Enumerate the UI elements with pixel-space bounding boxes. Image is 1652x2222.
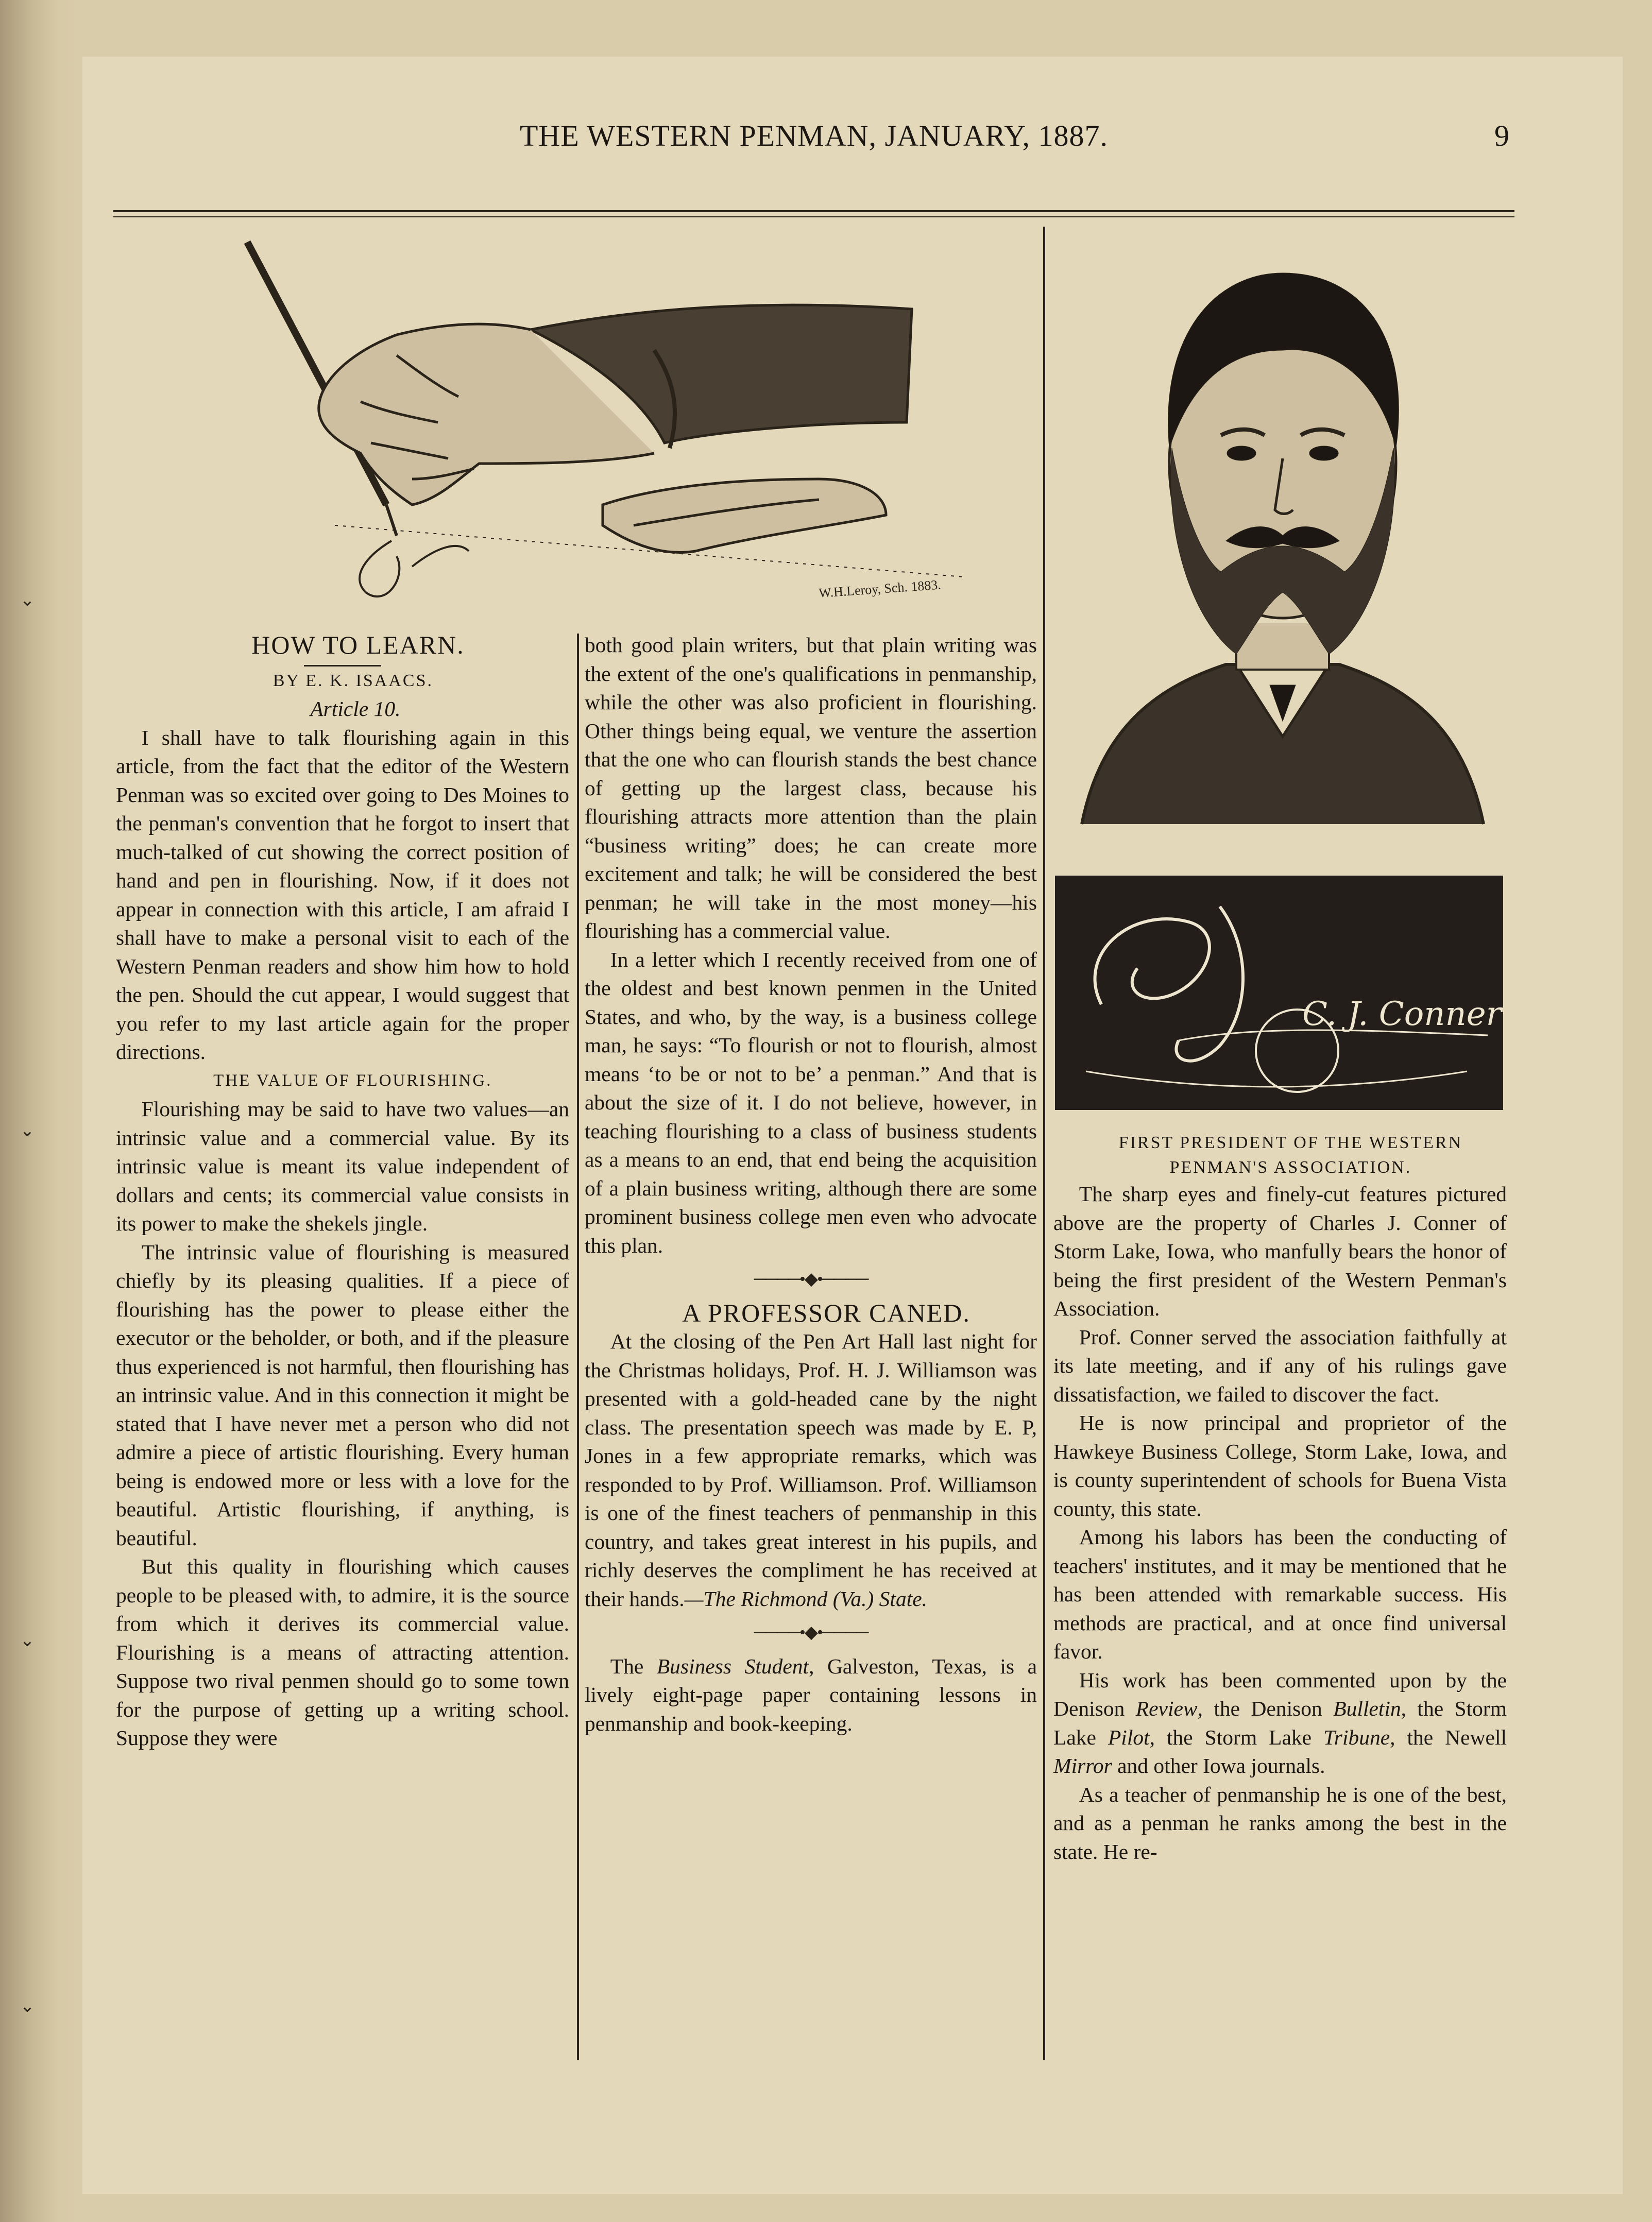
section-ornament: ────•◆•──── [754, 1623, 868, 1642]
paragraph: The sharp eyes and finely-cut features pictured above are the property of Charles J. Conner of Storm Lake, Iowa, who manfully bears the honor of being the first president of the Western Penman's Association. [1053, 1182, 1507, 1320]
publication-title: Review [1135, 1697, 1198, 1720]
paragraph-text: , Galveston, Texas, is a lively eight-page paper containing lessons in penmanship and book-keeping. [585, 1654, 1037, 1735]
portrait-caption: FIRST PRESIDENT OF THE WESTERN [1118, 1133, 1463, 1152]
stitch-mark: ⌄ [20, 590, 35, 610]
paragraph: But this quality in flourishing which causes people to be pleased with, to admire, it is the source from which it derives its commercial value. Flourishing is a means of attracting attention. Suppose two rival penmen should go to some town for the purpose of getting up a writing school. Suppose they were [116, 1554, 569, 1750]
page-header [118, 118, 1509, 170]
paragraph-text: The [610, 1654, 644, 1678]
source-credit: —The Richmond (Va.) State. [684, 1586, 928, 1611]
signature-plate [1055, 876, 1503, 1110]
signature-text: C. J. Conner [1302, 995, 1502, 1033]
portrait-caption: PENMAN'S ASSOCIATION. [1169, 1158, 1412, 1177]
publication-title: Tribune [1323, 1725, 1390, 1749]
publication-title: Pilot [1108, 1725, 1150, 1749]
paragraph: Flourishing may be said to have two values—an intrinsic value and a commercial value. By its intrinsic value is meant its value independent of dollars and cents; its commercial value consists in its power to make the shekels jingle. [116, 1097, 569, 1235]
paragraph: As a teacher of penmanship he is one of the best, and as a penman he ranks among the best in the state. He re- [1053, 1782, 1507, 1864]
article-title: HOW TO LEARN. [251, 630, 465, 659]
column-2 [585, 631, 1037, 1738]
paragraph-text: , the Storm Lake [1053, 1697, 1507, 1749]
page-number: 9 [1494, 119, 1509, 152]
paragraph: Among his labors has been the conducting of teachers' institutes, and it may be mentioned that he has been attended with remarkable success. His methods are practical, and at once find universal favor. [1053, 1525, 1507, 1663]
stitch-mark: ⌄ [20, 1996, 35, 2016]
publication-title: Mirror [1053, 1754, 1112, 1777]
column-rule [577, 634, 579, 2060]
hand-holding-pen-engraving [242, 237, 1035, 628]
column-rule [1043, 227, 1045, 2060]
paragraph: both good plain writers, but that plain writing was the extent of the one's qualifications in penmanship, while the other was also proficient in flourishing. Other things being equal, we venture the assertion that the one who can flourish stands the best chance of getting up the largest class, because his flourishing attracts more attention than the plain “business writing” does; he can create more excitement and talk; he will be considered the best penman; he will take in the most money—his flourishing has a commercial value. [585, 633, 1037, 943]
engraver-mark: W.H.Leroy, Sch. 1883. [818, 577, 942, 601]
paragraph: The intrinsic value of flourishing is measured chiefly by its pleasing qualities. If a piece of flourishing has the power to please either the executor or the beholder, or both, and if the pleasure thus experienced is not harmful, then flourishing has an intrinsic value. And in this connection it might be stated that I have never met a person who did not admire a piece of artistic flourishing. Every human being is endowed more or less with a love for the beautiful. Artistic flourishing, if anything, is beautiful. [116, 1240, 569, 1550]
paragraph: Prof. Conner served the association faithfully at its late meeting, and if any of his rulings gave dissatisfaction, we failed to discover the fact. [1053, 1325, 1507, 1406]
article-title: A PROFESSOR CANED. [682, 1298, 970, 1327]
paragraph-text: , the Denison [1197, 1697, 1322, 1720]
paragraph: I shall have to talk flourishing again in this article, from the fact that the editor of the Western Penman was so excited over going to Des Moines to the penman's convention that he forgot to insert that much-talked of cut showing the correct position of hand and pen in flourishing. Now, if it does not appear in connection with this article, I am afraid I shall have to make a personal visit to each of the Western Penman readers and show him how to hold the pen. Should the cut appear, I would suggest that you refer to my last article again for the proper directions. [116, 725, 569, 1064]
stitch-mark: ⌄ [20, 1630, 35, 1651]
section-ornament: ────•◆•──── [754, 1270, 868, 1289]
paragraph [585, 1327, 1037, 1613]
article-number: Article 10. [310, 697, 401, 721]
header-rule [113, 210, 1514, 212]
paragraph-text: At the closing of the Pen Art Hall last night for the Christmas holidays, Prof. H. J. Williamson was presented with a gold-headed cane by the night class. The presentation speech was made by E. P, Jones in a few appropriate remarks, which was responded to by Prof. Williamson. Prof. Williamson is one of the finest teachers of penmanship in this country, and takes great interest in his pupils, and richly deserves the compliment he has received at their hands. [585, 1329, 1037, 1611]
portrait-engraving [1071, 232, 1494, 850]
stitch-mark: ⌄ [20, 1120, 35, 1141]
paragraph-text: and other Iowa journals. [1112, 1754, 1325, 1777]
paragraph: In a letter which I recently received from one of the oldest and best known penmen in the United States, and who, by the way, is a business college man, he says: “To flourish or not to flourish, almost means ‘to be or not to be’ a penman.” And that is about the size of it. I do not believe, however, in teaching flourishing to a class of business students as a means to an end, that end being the acquisition of a plain business writing, although there are some prominent business college men even who advocate this plan. [585, 947, 1037, 1257]
column-1 [116, 631, 569, 1753]
signature-flourish [1055, 876, 1503, 1110]
article-byline: BY E. K. ISAACS. [273, 671, 433, 690]
book-binding [0, 0, 77, 2222]
paragraph: He is now principal and proprietor of the Hawkeye Business College, Storm Lake, Iowa, and is county superintendent of schools for Buena Vista county, this state. [1053, 1411, 1507, 1520]
header-rule-thin [113, 216, 1514, 217]
paragraph-text: His work has been commented upon by the Denison [1053, 1668, 1507, 1720]
publication-title: Business Student [656, 1654, 809, 1678]
article-subhead: THE VALUE OF FLOURISHING. [213, 1071, 492, 1090]
header-title: THE WESTERN PENMAN, JANUARY, 1887. [520, 119, 1108, 152]
publication-title: Bulletin [1333, 1697, 1401, 1720]
paragraph [1053, 1666, 1507, 1781]
paragraph-text: , the Newell [1390, 1725, 1507, 1749]
paragraph [585, 1652, 1037, 1738]
column-3 [1053, 1131, 1507, 1866]
paragraph-text: , the Storm Lake [1149, 1725, 1312, 1749]
